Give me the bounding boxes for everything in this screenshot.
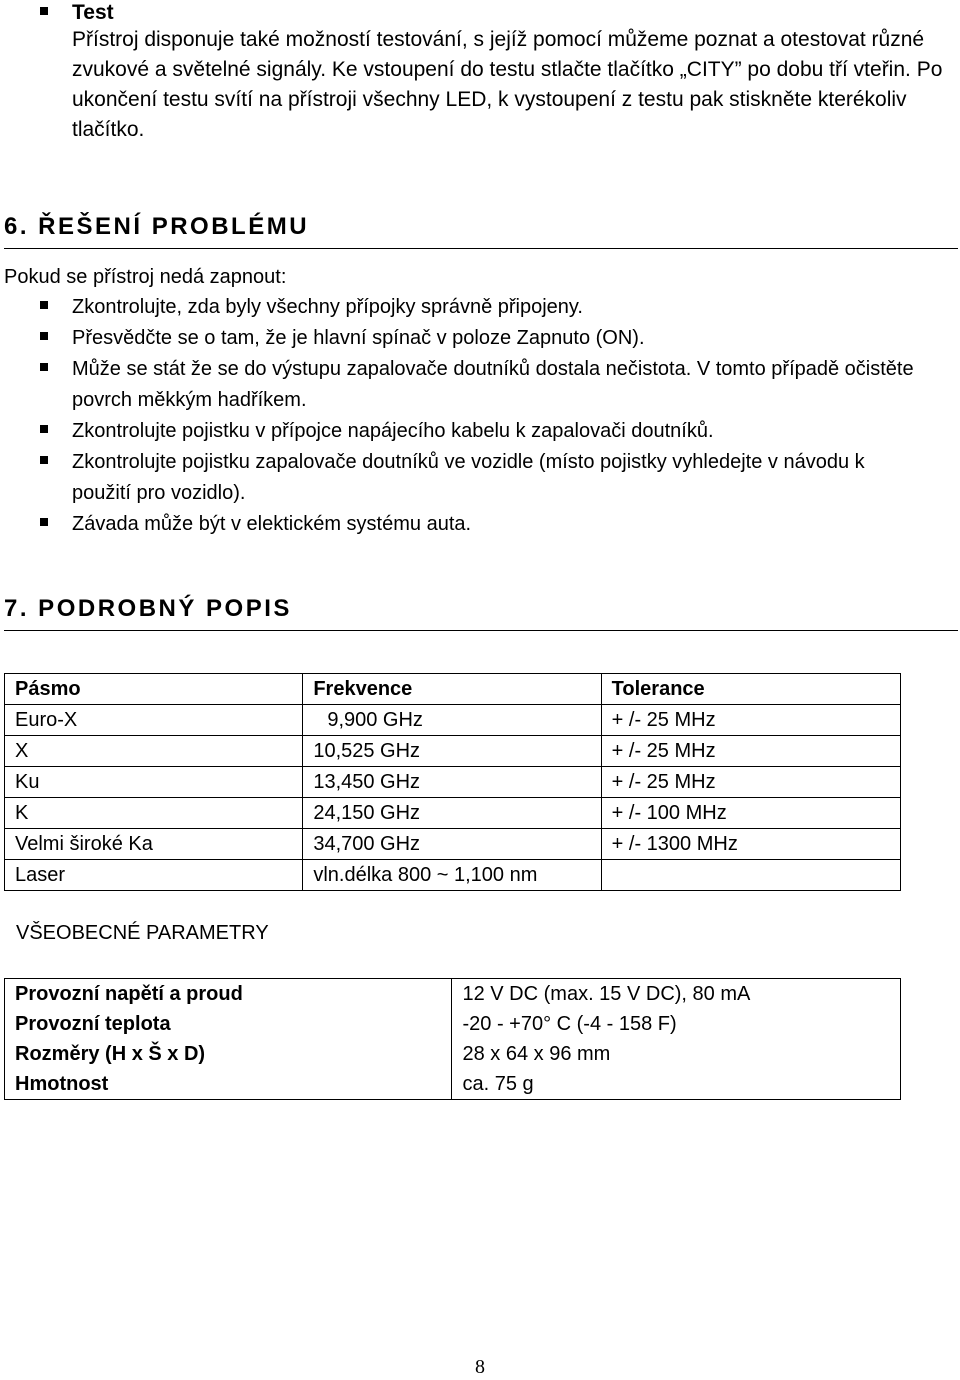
table-row [5,860,901,891]
square-bullet-icon [40,7,48,15]
table-cell: Laser [5,860,303,891]
table-cell: 10,525 GHz [303,736,601,767]
table-row [5,736,901,767]
square-bullet-icon [40,425,48,433]
table-cell: 24,150 GHz [303,798,601,829]
list-item-text: Přesvědčte se o tam, že je hlavní spínač v poloze Zapnuto (ON). [72,327,645,349]
square-bullet-icon [40,332,48,340]
troubleshooting-intro: Pokud se přístroj nedá zapnout: [4,266,287,288]
table-cell: + /- 25 MHz [601,736,900,767]
table-row [5,1069,901,1100]
square-bullet-icon [40,456,48,464]
table-row [5,829,901,860]
table-header-row [5,674,901,705]
list-item-text: Může se stát že se do výstupu zapalovače doutníků dostala nečistota. V tomto případě očistěte povrch měkkým hadříkem. [72,358,914,411]
square-bullet-icon [40,363,48,371]
section-heading-detailed-description: 7. PODROBNÝ POPIS [4,594,958,631]
table-cell: X [5,736,303,767]
table-row [5,1039,901,1069]
list-item [0,354,922,416]
general-parameters-title: VŠEOBECNÉ PARAMETRY [16,922,269,944]
parameter-label: Rozměry (H x Š x D) [5,1039,452,1069]
table-row [5,705,901,736]
parameter-label: Hmotnost [5,1069,452,1100]
section-heading-troubleshooting: 6. ŘEŠENÍ PROBLÉMU [4,212,958,249]
table-cell: Euro-X [5,705,303,736]
page-number: 8 [475,1356,485,1378]
test-section [0,0,960,145]
table-cell: Ku [5,767,303,798]
list-item [0,292,922,323]
list-item [0,509,922,540]
table-cell [601,860,900,891]
table-cell: vln.délka 800 ~ 1,100 nm [303,860,601,891]
list-item [0,323,922,354]
parameter-label: Provozní teplota [5,1009,452,1039]
parameter-value: -20 - +70° C (-4 - 158 F) [452,1009,901,1039]
troubleshooting-list [0,292,960,540]
table-cell: 9,900 GHz [303,705,601,736]
test-description: Přístroj disponuje také možností testování, s jejíž pomocí můžeme poznat a otestovat různé zvukové a světelné signály. Ke vstoupení do testu stlačte tlačítko „CITY” po dobu tří vteřin. Po ukončení testu svítí na přístroji všechny LED, k vystoupení z testu pak stiskněte kterékoliv tlačítko. [72,28,943,141]
table-cell: + /- 25 MHz [601,705,900,736]
parameter-value: 28 x 64 x 96 mm [452,1039,901,1069]
list-item-text: Zkontrolujte pojistku v přípojce napájecího kabelu k zapalovači doutníků. [72,420,714,442]
general-parameters-table [4,978,901,1100]
parameter-label: Provozní napětí a proud [5,979,452,1010]
table-cell: K [5,798,303,829]
column-header-frequency: Frekvence [303,674,601,705]
parameter-value: ca. 75 g [452,1069,901,1100]
parameter-value: 12 V DC (max. 15 V DC), 80 mA [452,979,901,1010]
column-header-tolerance: Tolerance [601,674,900,705]
square-bullet-icon [40,301,48,309]
test-bullet-item [0,0,960,145]
square-bullet-icon [40,518,48,526]
table-cell: Velmi široké Ka [5,829,303,860]
table-cell: 13,450 GHz [303,767,601,798]
list-item [0,447,922,509]
table-row [5,1009,901,1039]
table-row [5,767,901,798]
table-row [5,798,901,829]
list-item-text: Závada může být v elektickém systému auta. [72,513,472,535]
table-cell: 34,700 GHz [303,829,601,860]
list-item-text: Zkontrolujte pojistku zapalovače doutníků ve vozidle (místo pojistky vyhledejte v návodu k použití pro vozidlo). [72,451,865,504]
table-cell: + /- 25 MHz [601,767,900,798]
frequency-bands-table [4,673,901,891]
table-row [5,979,901,1010]
test-title: Test [72,1,114,24]
list-item [0,416,922,447]
list-item-text: Zkontrolujte, zda byly všechny přípojky správně připojeny. [72,296,583,318]
table-cell: + /- 100 MHz [601,798,900,829]
column-header-band: Pásmo [5,674,303,705]
table-cell: + /- 1300 MHz [601,829,900,860]
